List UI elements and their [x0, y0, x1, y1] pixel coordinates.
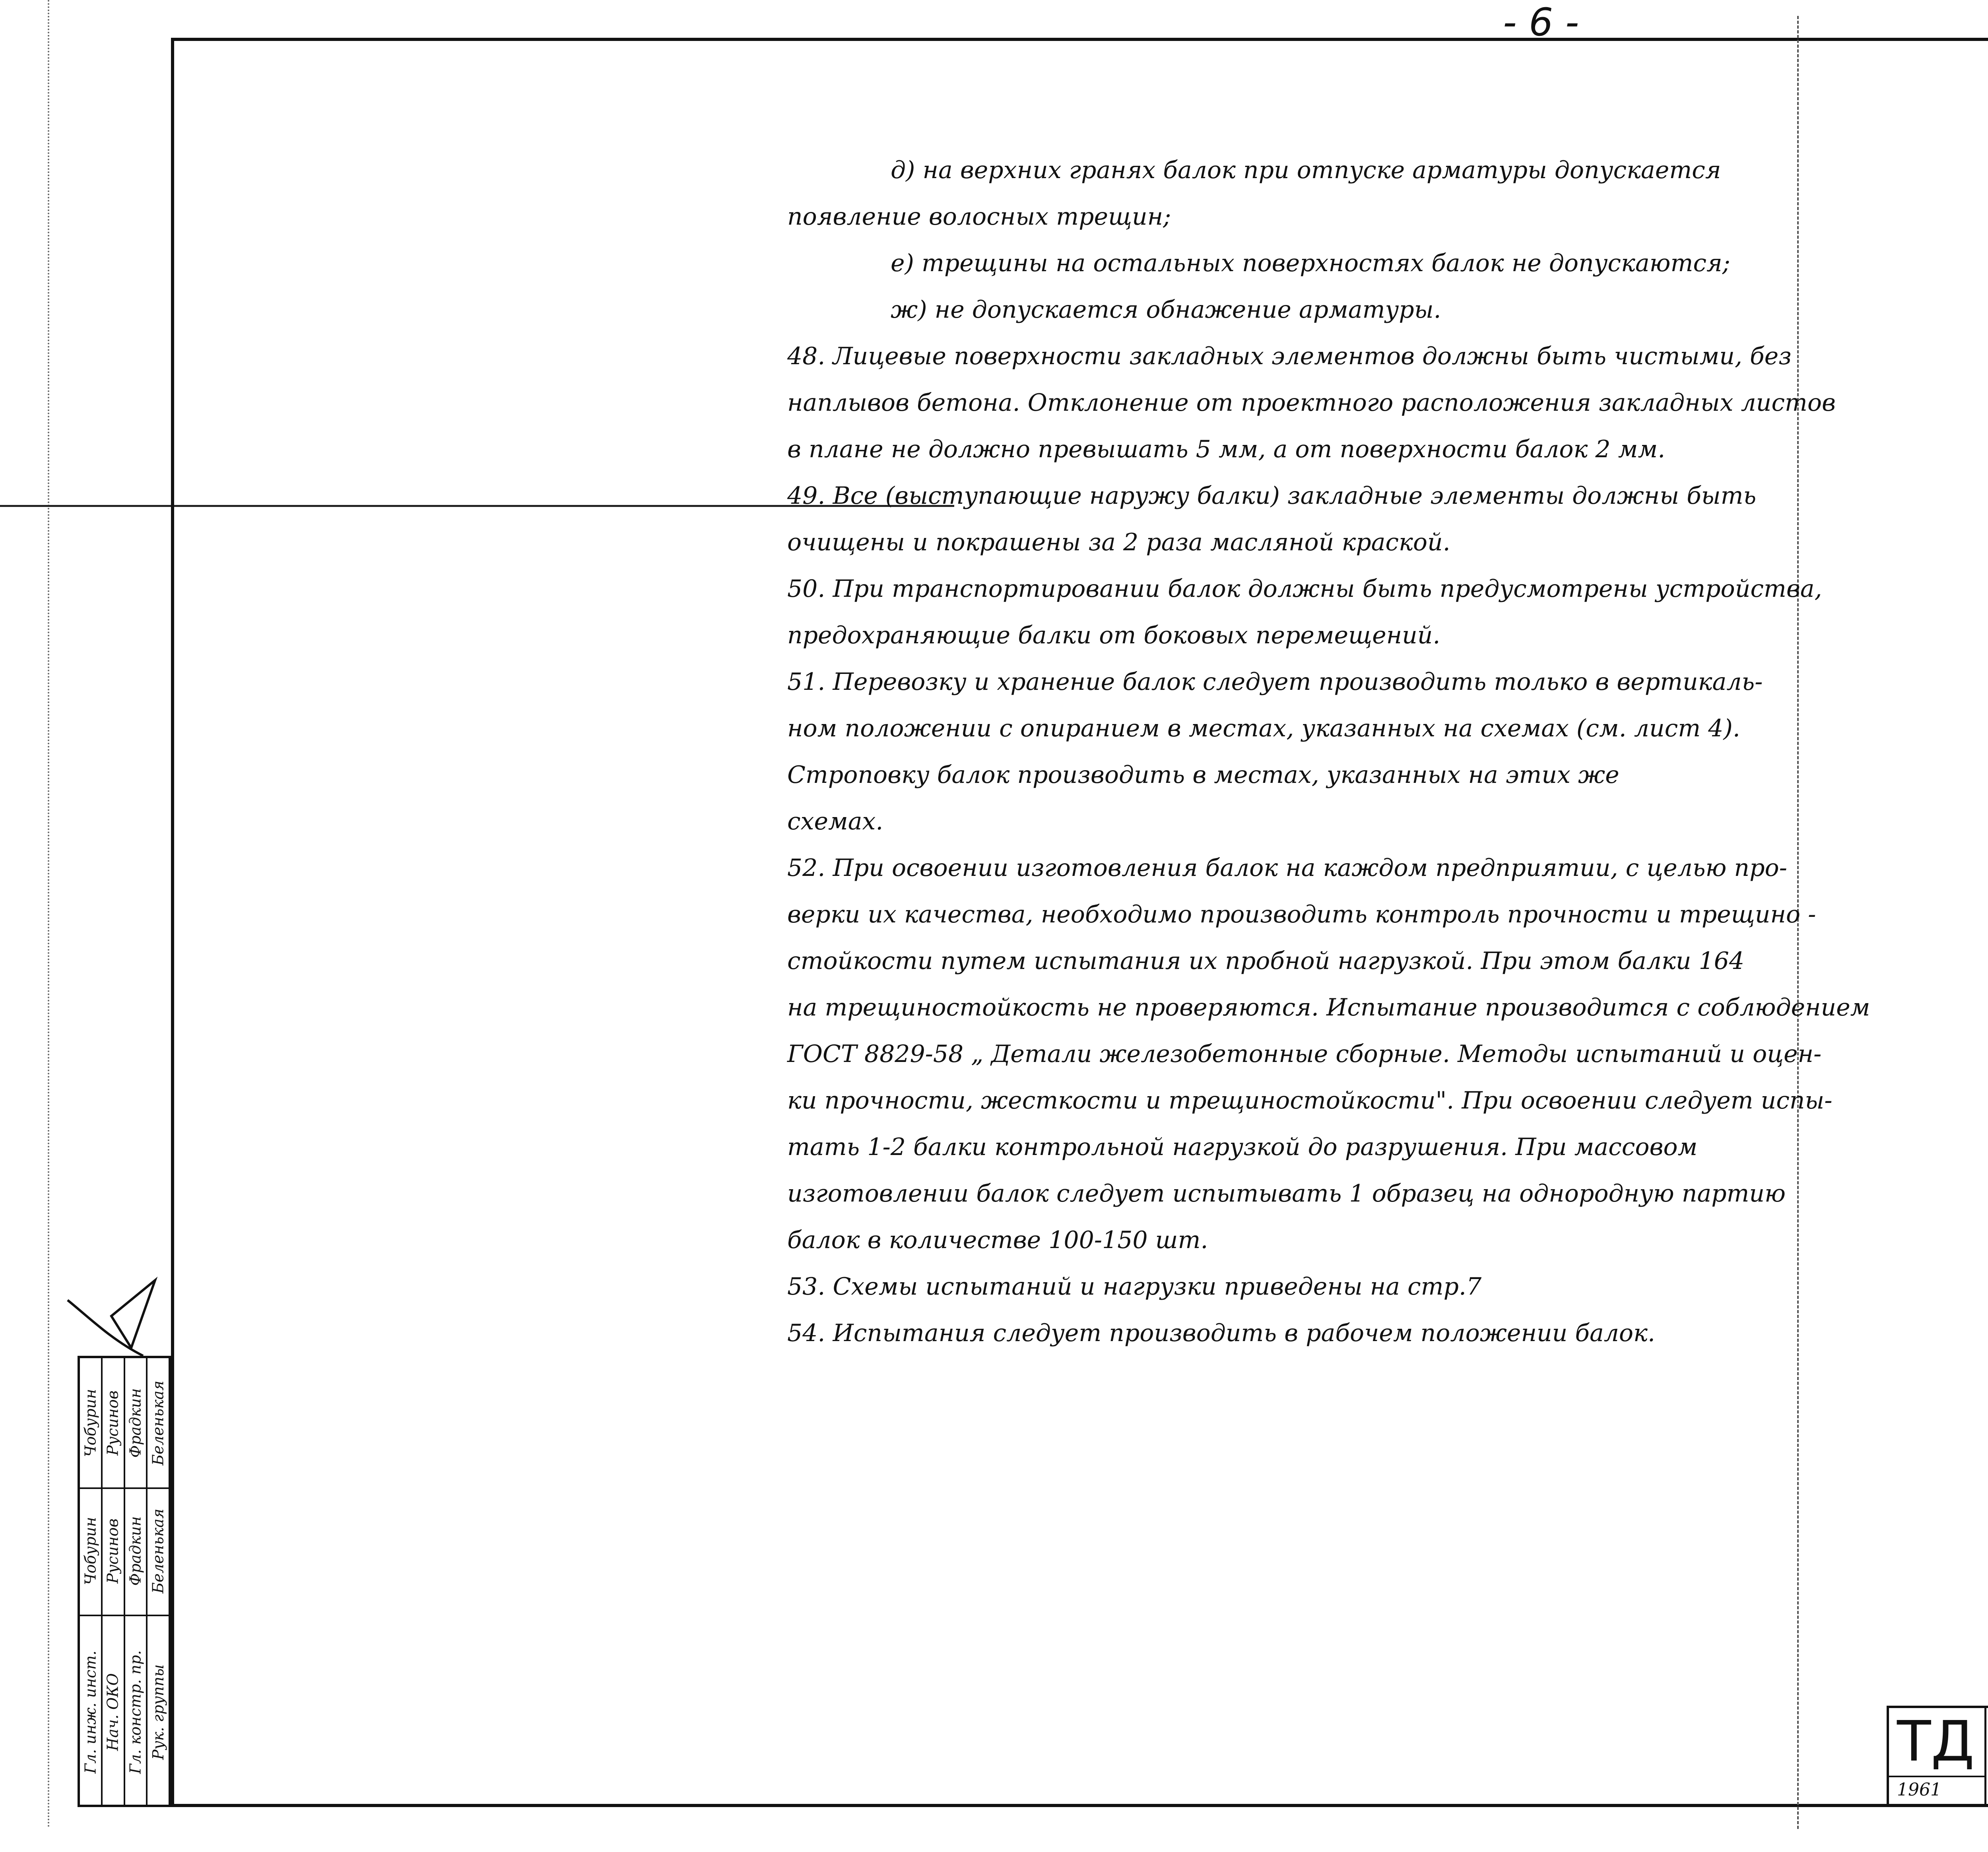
text-line: 51. Перевозку и хранение балок следует производить только в вертикаль- — [787, 668, 1763, 696]
text-line: 54. Испытания следует производить в рабочем положении балок. — [787, 1319, 1655, 1347]
signature-row — [125, 1358, 148, 1805]
signature: Русинов — [104, 1390, 122, 1456]
signature-row — [148, 1358, 169, 1805]
signature-role: Гл. инж. инст. — [82, 1650, 99, 1774]
text-line: ки прочности, жесткости и трещиностойкости". При освоении следует испы- — [787, 1087, 1833, 1114]
text-line: появление волосных трещин; — [787, 203, 1171, 231]
text-line: 50. При транспортировании балок должны быть предусмотрены устройства, — [787, 575, 1822, 603]
signature-row — [80, 1358, 103, 1805]
text-line: е) трещины на остальных поверхностях балок не допускаются; — [891, 249, 1730, 277]
page-number: - 6 - — [1503, 0, 1579, 45]
text-line: верки их качества, необходимо производить контроль прочности и трещино - — [787, 901, 1816, 928]
text-line: в плане не должно превышать 5 мм, а от поверхности балок 2 мм. — [787, 435, 1666, 463]
text-line: стойкости путем испытания их пробной нагрузкой. При этом балки 164 — [787, 947, 1745, 975]
text-line: 52. При освоении изготовления балок на каждом предприятии, с целью про- — [787, 854, 1787, 882]
signature-name: Чобурин — [82, 1517, 99, 1585]
explanatory-text — [787, 147, 1988, 1357]
text-line: ном положении с опиранием в местах, указанных на схемах (см. лист 4). — [787, 714, 1740, 742]
binding-margin-line — [48, 0, 49, 1829]
text-line: предохраняющие балки от боковых перемещений. — [787, 621, 1441, 649]
text-line: ж) не допускается обнажение арматуры. — [891, 296, 1441, 324]
document-code: ТД — [1897, 1709, 1974, 1774]
text-line: Строповку балок производить в местах, указанных на этих же — [787, 761, 1619, 789]
text-line: д) на верхних гранях балок при отпуске арматуры допускается — [891, 156, 1721, 184]
text-line: 53. Схемы испытаний и нагрузки приведены на стр.7 — [787, 1273, 1482, 1301]
title-block-code-cell — [1889, 1708, 1986, 1805]
signature: Фрадкин — [126, 1388, 144, 1458]
text-line: 48. Лицевые поверхности закладных элементов должны быть чистыми, без — [787, 342, 1792, 370]
text-line: тать 1-2 балки контрольной нагрузкой до разрушения. При массовом — [787, 1133, 1698, 1161]
text-line: наплывов бетона. Отклонение от проектного расположения закладных листов — [787, 389, 1836, 417]
approval-signature-mark — [64, 1268, 167, 1364]
document-year: 1961 — [1897, 1780, 1941, 1800]
text-line: на трещиностойкость не проверяются. Испытание производится с соблюдением — [787, 994, 1870, 1021]
signature-name: Русинов — [104, 1518, 122, 1584]
signature-name: Беленькая — [149, 1508, 167, 1594]
text-line: очищены и покрашены за 2 раза масляной краской. — [787, 528, 1450, 556]
signature-table — [78, 1356, 171, 1807]
signature-name: Фрадкин — [126, 1516, 144, 1586]
signature: Чобурин — [82, 1388, 99, 1457]
text-line: 49. Все (выступающие наружу балки) закладные элементы должны быть — [787, 482, 1757, 510]
signature-role: Нач. ОКО — [104, 1673, 122, 1751]
text-line: балок в количестве 100-150 шт. — [787, 1226, 1208, 1254]
text-line: схемах. — [787, 808, 883, 835]
title-block — [1887, 1706, 1988, 1807]
text-line: изготовлении балок следует испытывать 1 образец на однородную партию — [787, 1180, 1786, 1207]
signature: Беленькая — [149, 1380, 167, 1466]
signature-row — [103, 1358, 125, 1805]
text-line: ГОСТ 8829-58 „ Детали железобетонные сборные. Методы испытаний и оцен- — [787, 1040, 1822, 1068]
signature-role: Рук. группы — [149, 1664, 167, 1760]
signature-role: Гл. констр. пр. — [126, 1650, 144, 1774]
